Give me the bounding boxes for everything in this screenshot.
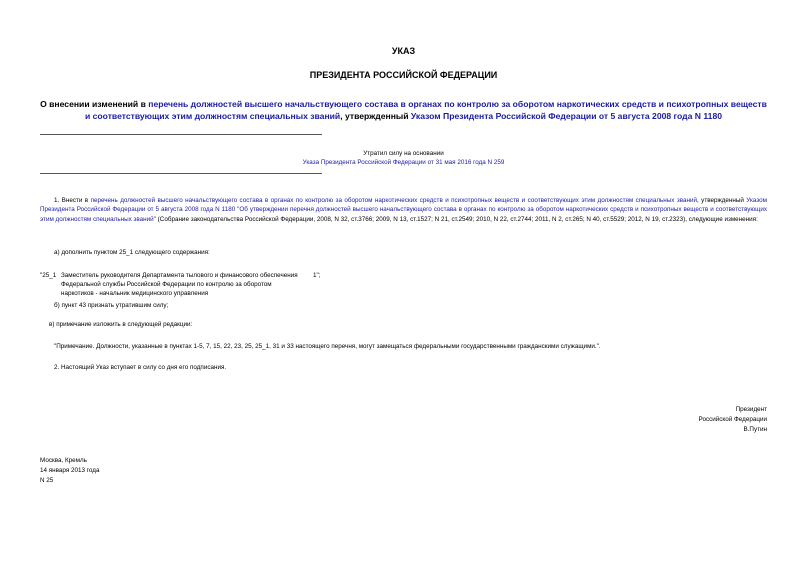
divider xyxy=(40,173,322,174)
paragraph-1-link-decree[interactable]: Указом Президента Российской Федерации от 5 августа 2008 года N 1180 "Об утверждении перечня должностей высшего начальствующего состава в органах по контролю за оборотом наркотических средств и психотропных веществ и соответствующих этим должностям специальных званий" xyxy=(40,197,767,223)
signature-title: Президент xyxy=(735,406,767,413)
paragraph-1-text-approved: , утвержденный xyxy=(697,197,747,204)
item-c: в) примечание изложить в следующей редакции: xyxy=(49,321,193,328)
heading-link-decree[interactable]: Указом Президента Российской Федерации от 5 августа 2008 года N 1180 xyxy=(410,111,723,121)
document-title: УКАЗ xyxy=(391,46,416,56)
paragraph-1 xyxy=(40,196,767,224)
item-a: а) дополнить пунктом 25_1 следующего содержания: xyxy=(54,249,210,256)
repeal-notice-link[interactable]: Указа Президента Российской Федерации от 31 мая 2016 года N 259 xyxy=(302,159,505,166)
item-25-1-position-line3: наркотиков - начальник медицинского управления xyxy=(61,290,209,297)
item-b: б) пункт 43 признать утратившим силу; xyxy=(54,302,169,309)
item-25-1-position-line2: Федеральной службы Российской Федерации по контролю за оборотом xyxy=(61,281,272,288)
footer-number: N 25 xyxy=(40,477,54,484)
signature-country: Российской Федерации xyxy=(698,416,767,423)
document-heading xyxy=(40,98,767,122)
heading-text-approved: , утвержденный xyxy=(340,111,411,121)
paragraph-2: 2. Настоящий Указ вступает в силу со дня его подписания. xyxy=(54,364,227,371)
repeal-notice-line1: Утратил силу на основании xyxy=(363,150,444,157)
document-subtitle: ПРЕЗИДЕНТА РОССИЙСКОЙ ФЕДЕРАЦИИ xyxy=(309,70,498,80)
footer-date: 14 января 2013 года xyxy=(40,467,100,474)
note-text: "Примечание. Должности, указанные в пунктах 1-5, 7, 15, 22, 23, 25, 25_1, 31 и 33 настоящего перечня, могут замещаться федеральными государственными гражданскими служащими.". xyxy=(54,343,601,350)
paragraph-1-text: 1. Внести в xyxy=(54,197,91,204)
paragraph-1-text-sources: (Собрание законодательства Российской Федерации, 2008, N 32, ст.3766; 2009, N 13, ст.1527; N 21, ст.2549; 2010, N 22, ст.2744; 2011, N 2, ст.265; N 40, ст.5529; 2012, N 19, ст.2323), следующие изменения: xyxy=(155,215,758,223)
heading-link-list[interactable]: перечень должностей высшего начальствующего состава в органах по контролю за оборотом наркотических средств и психотропных веществ и соответствующих этим должностям специальных званий xyxy=(84,99,767,121)
paragraph-1-link-list[interactable]: перечень должностей высшего начальствующего состава в органах по контролю за оборотом наркотических средств и психотропных веществ и соответствующих этим должностям специальных званий xyxy=(90,197,698,204)
item-25-1-position-line1: Заместитель руководителя Департамента тылового и финансового обеспечения xyxy=(61,272,298,279)
item-25-1-number: "25_1 xyxy=(40,272,57,279)
footer-place: Москва, Кремль xyxy=(40,457,87,464)
divider xyxy=(40,134,322,135)
signature-name: В.Путин xyxy=(743,426,767,433)
item-25-1-rank: 1"; xyxy=(313,272,321,279)
heading-text: О внесении изменений в xyxy=(40,99,149,109)
